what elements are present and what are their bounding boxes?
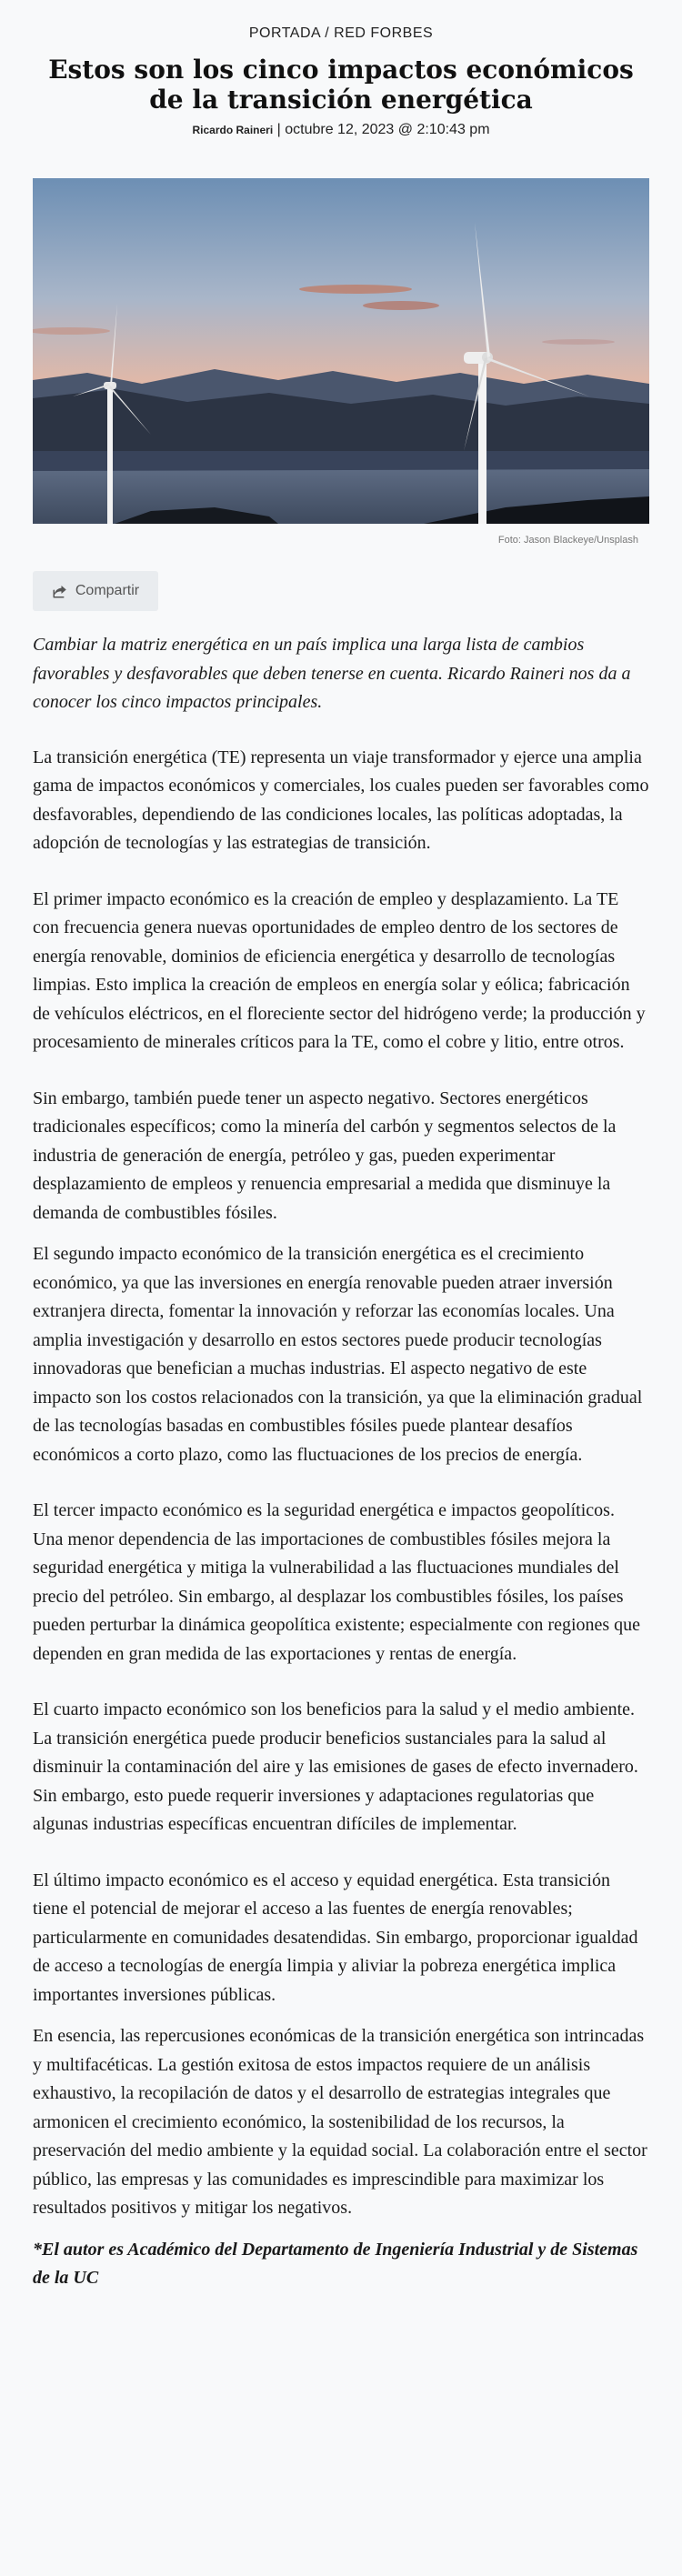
author-name[interactable]: Ricardo Raineri xyxy=(192,124,274,136)
article-paragraph: La transición energética (TE) representa un viaje transformador y ejerce una amplia gama de impactos económicos y comerciales, los cuales pueden ser favorables como desfavorables, dependiendo de las condiciones locales, las políticas adoptadas, la adopción de tecnologías y las estrategias de transición. xyxy=(33,747,649,853)
author-note: *El autor es Académico del Departamento de Ingeniería Industrial y de Sistemas de la UC xyxy=(33,2239,638,2288)
hero-image-wind-turbines xyxy=(33,178,649,524)
share-button[interactable] xyxy=(33,571,158,611)
share-icon xyxy=(52,583,68,599)
byline xyxy=(0,122,682,138)
article-paragraph: El segundo impacto económico de la transición energética es el crecimiento económico, ya que las inversiones en energía renovable pueden atraer inversión extranjera directa, fomentar la innovación y reforzar las economías locales. Una amplia investigación y desarrollo en estos sectores puede producir tecnologías innovadoras que benefician a muchas industrias. El aspecto negativo de este impacto son los costos relacionados con la transición, ya que la eliminación gradual de las tecnologías basadas en combustibles fósiles puede plantear desafíos económicos a corto plazo, como las fluctuaciones de los precios de energía. xyxy=(33,1244,643,1465)
breadcrumb[interactable]: PORTADA / RED FORBES xyxy=(248,25,434,41)
share-label: Compartir xyxy=(75,583,140,598)
article-lead: Cambiar la matriz energética en un país implica una larga lista de cambios favorables y desfavorables que deben tenerse en cuenta. Ricardo Raineri nos da a conocer los cinco impactos principales. xyxy=(33,635,631,712)
article-paragraph: El último impacto económico es el acceso y equidad energética. Esta transición tiene el potencial de mejorar el acceso a las fuentes de energía renovables; particularmente en comunidades desatendidas. Sin embargo, proporcionar igualdad de acceso a tecnologías de energía limpia y aliviar la pobreza energética implica importantes inversiones públicas. xyxy=(33,1869,638,2005)
article-paragraph: El primer impacto económico es la creación de empleo y desplazamiento. La TE con frecuencia genera nuevas oportunidades de empleo dentro de los sectores de energía renovable, dominios de eficiencia energética y desarrollo de tecnologías limpias. Esto implica la creación de empleos en energía solar y eólica; fabricación de vehículos eléctricos, en el floreciente sector del hidrógeno verde; la producción y procesamiento de minerales críticos para la TE, como el cobre y litio, entre otros. xyxy=(33,888,646,1052)
article-paragraph: El tercer impacto económico es la seguridad energética e impactos geopolíticos. Una menor dependencia de las importaciones de combustibles fósiles mejora la seguridad energética y mitiga la vulnerabilidad a las fluctuaciones mundiales del precio del petróleo. Sin embargo, al desplazar los combustibles fósiles, los países pueden perturbar la dinámica geopolítica existente; especialmente con regiones que dependen en gran medida de las exportaciones y rentas de energía. xyxy=(33,1500,641,1664)
photo-credit: Foto: Jason Blackeye/Unsplash xyxy=(497,535,638,546)
publish-date: octubre 12, 2023 @ 2:10:43 pm xyxy=(285,122,490,137)
article-title: Estos son los cinco impactos económicos de la transición energética xyxy=(48,55,634,115)
article-paragraph: Sin embargo, también puede tener un aspecto negativo. Sectores energéticos tradicionales específicos; como la minería del carbón y segmentos selectos de la industria de generación de energía, petróleo y gas, pueden experimentar desplazamiento de empleos y renuencia empresarial a medida que disminuye la demanda de combustibles fósiles. xyxy=(33,1088,617,1223)
article-paragraph: En esencia, las repercusiones económicas de la transición energética son intrincadas y multifacéticas. La gestión exitosa de estos impactos requiere de un análisis exhaustivo, la recopilación de datos y el desarrollo de estrategias integrales que armonicen el crecimiento económico, la sostenibilidad de los recursos, la preservación del medio ambiente y la equidad social. La colaboración entre el sector público, las empresas y las comunidades es imprescindible para maximizar los resultados positivos y mitigar los negativos. xyxy=(33,2026,647,2218)
byline-separator: | xyxy=(276,122,286,137)
article-body xyxy=(33,631,649,2293)
article-paragraph: El cuarto impacto económico son los beneficios para la salud y el medio ambiente. La transición energética puede producir beneficios sustanciales para la salud al disminuir la contaminación del aire y las emisiones de gases de efecto invernadero. Sin embargo, esto puede requerir inversiones y adaptaciones regulatorias que algunas industrias específicas encuentran difíciles de implementar. xyxy=(33,1699,638,1834)
